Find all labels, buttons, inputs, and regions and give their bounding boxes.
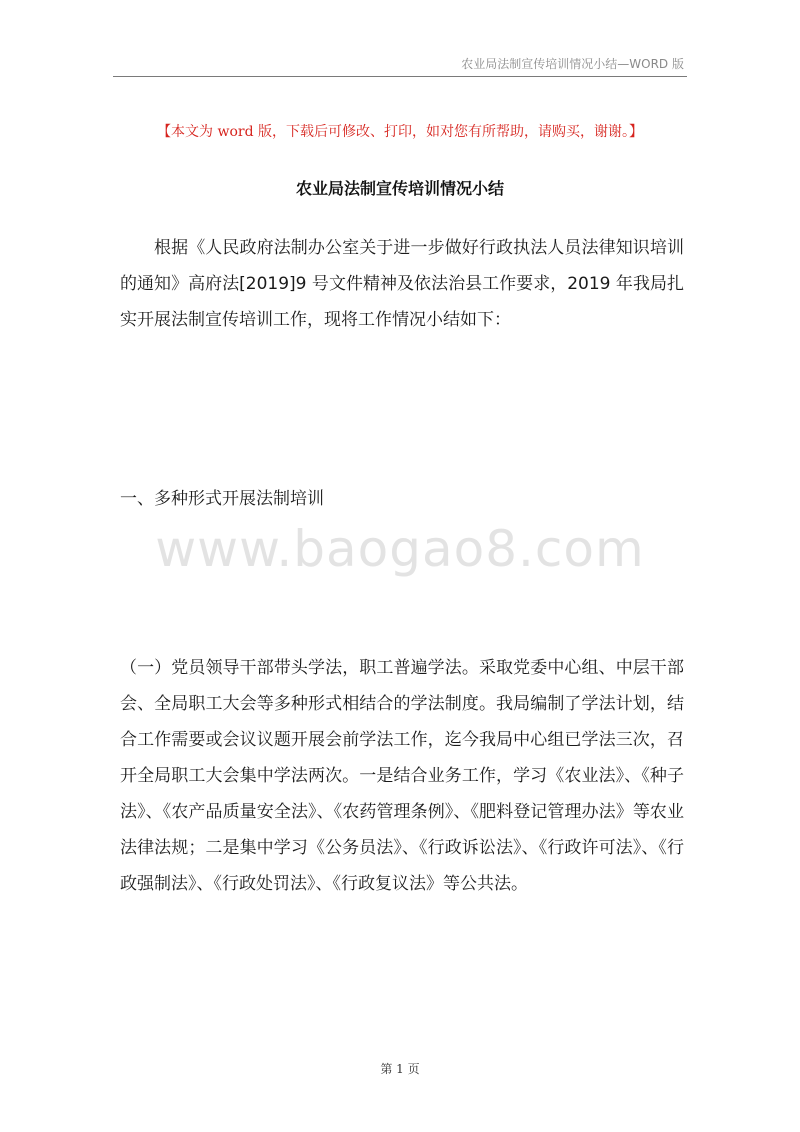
header-divider [113, 76, 687, 77]
purchase-notice: 【本文为 word 版，下载后可修改、打印，如对您有所帮助，请购买，谢谢。】 [157, 124, 643, 140]
section-heading: 一、多种形式开展法制培训 [120, 489, 324, 509]
page-number: 第 1 页 [380, 1062, 420, 1076]
watermark: www.baogao8.com [155, 520, 645, 578]
document-title: 农业局法制宣传培训情况小结 [295, 179, 504, 198]
intro-paragraph: 根据《人民政府法制办公室关于进一步做好行政执法人员法律知识培训的通知》高府法[2019]9 号文件精神及依法治县工作要求，2019 年我局扎实开展法制宣传培训工作，现将工作情况小结如下： [120, 238, 684, 330]
running-header: 农业局法制宣传培训情况小结—WORD 版 [461, 57, 684, 71]
body-paragraph: （一）党员领导干部带头学法，职工普遍学法。采取党委中心组、中层干部会、全局职工大会等多种形式相结合的学法制度。我局编制了学法计划，结合工作需要或会议议题开展会前学法工作，迄今我局中心组已学法三次，召开全局职工大会集中学法两次。一是结合业务工作，学习《农业法》、《种子法》、《农产品质量安全法》、《农药管理条例》、《肥料登记管理办法》等农业法律法规；二是集中学习《公务员法》、《行政诉讼法》、《行政许可法》、《行政强制法》、《行政处罚法》、《行政复议法》等公共法。 [120, 658, 684, 894]
